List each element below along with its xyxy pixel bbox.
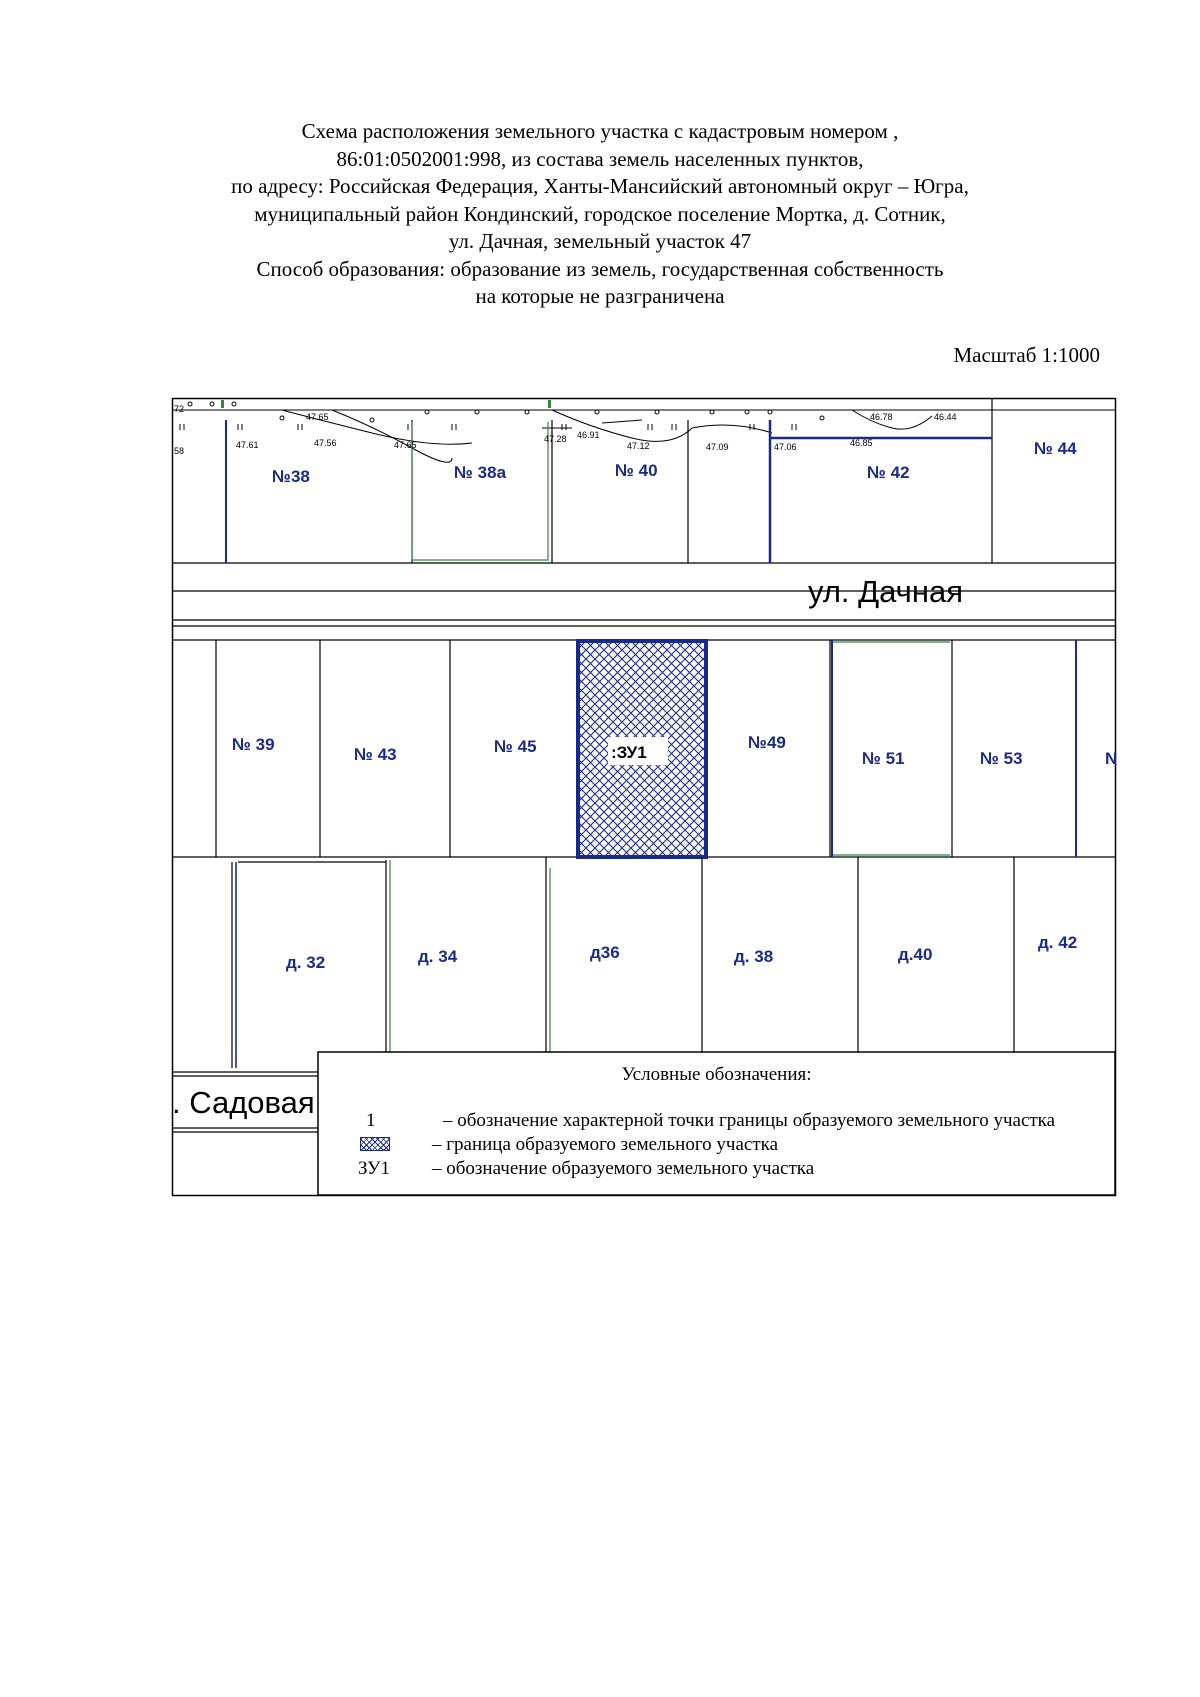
svg-text:47.09: 47.09 [706,442,729,452]
house-label-34: д. 34 [418,947,458,966]
parcel-label-42: № 42 [867,463,910,482]
parcel-label-51: № 51 [862,749,905,768]
parcel-label-43: № 43 [354,745,397,764]
house-label-38: д. 38 [734,947,774,966]
svg-text:46.85: 46.85 [850,438,873,448]
svg-text:47.06: 47.06 [774,442,797,452]
parcel-label-39: № 39 [232,735,275,754]
top-row-parcels [172,398,1116,563]
house-label-32: д. 32 [286,953,326,972]
parcel-label-40: № 40 [615,461,658,480]
legend-text-zu: – обозначение образуемого земельного участка [432,1158,815,1179]
legend-key-zu: ЗУ1 [358,1158,390,1179]
parcel-label-53: № 53 [980,749,1023,768]
house-label-40: д.40 [898,945,933,964]
title-line-4: муниципальный район Кондинский, городское поселение Мортка, д. Сотник, [254,201,946,226]
street-label-dachnaya: ул. Дачная [808,574,963,609]
house-label-36: д36 [590,943,620,962]
svg-text:58: 58 [174,446,185,456]
title-line-2: 86:01:0502001:998, из состава земель населенных пунктов, [336,146,864,171]
house-label-42: д. 42 [1038,933,1078,952]
svg-text:47.65: 47.65 [306,412,329,422]
legend-key-point: 1 [366,1110,376,1131]
svg-text:47.65: 47.65 [394,440,417,450]
parcel-label-n-cut: N [1105,749,1118,768]
bottom-row-parcels [232,857,1014,1068]
legend-heading: Условные обозначения: [621,1064,812,1085]
title-line-1: Схема расположения земельного участка с кадастровым номером , [301,119,899,143]
street-label-sadovaya: . Садовая [172,1085,315,1120]
svg-text:46.91: 46.91 [577,430,600,440]
parcel-label-44: № 44 [1034,439,1077,458]
map-scale: Масштаб 1:1000 [953,343,1100,367]
street-dachnaya-lines [172,591,1116,640]
parcel-label-45: № 45 [494,737,537,756]
legend-text-boundary: – граница образуемого земельного участка [432,1134,779,1155]
svg-text:72: 72 [174,404,185,414]
title-line-5: ул. Дачная, земельный участок 47 [448,229,752,253]
hatch-icon [360,1137,390,1151]
parcel-label-38a: № 38а [454,463,507,482]
legend [318,1052,1115,1195]
svg-text:47.28: 47.28 [544,434,567,444]
svg-text:47.12: 47.12 [627,441,650,451]
elevation-marks [174,404,957,456]
title-line-3: по адресу: Российская Федерация, Ханты-Мансийский автономный округ – Югра, [231,174,969,198]
document-title [180,118,1020,311]
parcel-label-49: №49 [748,733,786,752]
svg-text:46.44: 46.44 [934,412,957,422]
title-line-7: на которые не разграничена [475,284,725,308]
svg-text:47.56: 47.56 [314,438,337,448]
parcel-label-zu1: :ЗУ1 [611,743,647,762]
legend-text-point: – обозначение характерной точки границы образуемого земельного участка [443,1110,1056,1131]
svg-text:47.61: 47.61 [236,440,259,450]
parcel-label-38: №38 [272,467,310,486]
svg-text:46.78: 46.78 [870,412,893,422]
title-line-6: Способ образования: образование из земель, государственная собственность [256,256,944,281]
